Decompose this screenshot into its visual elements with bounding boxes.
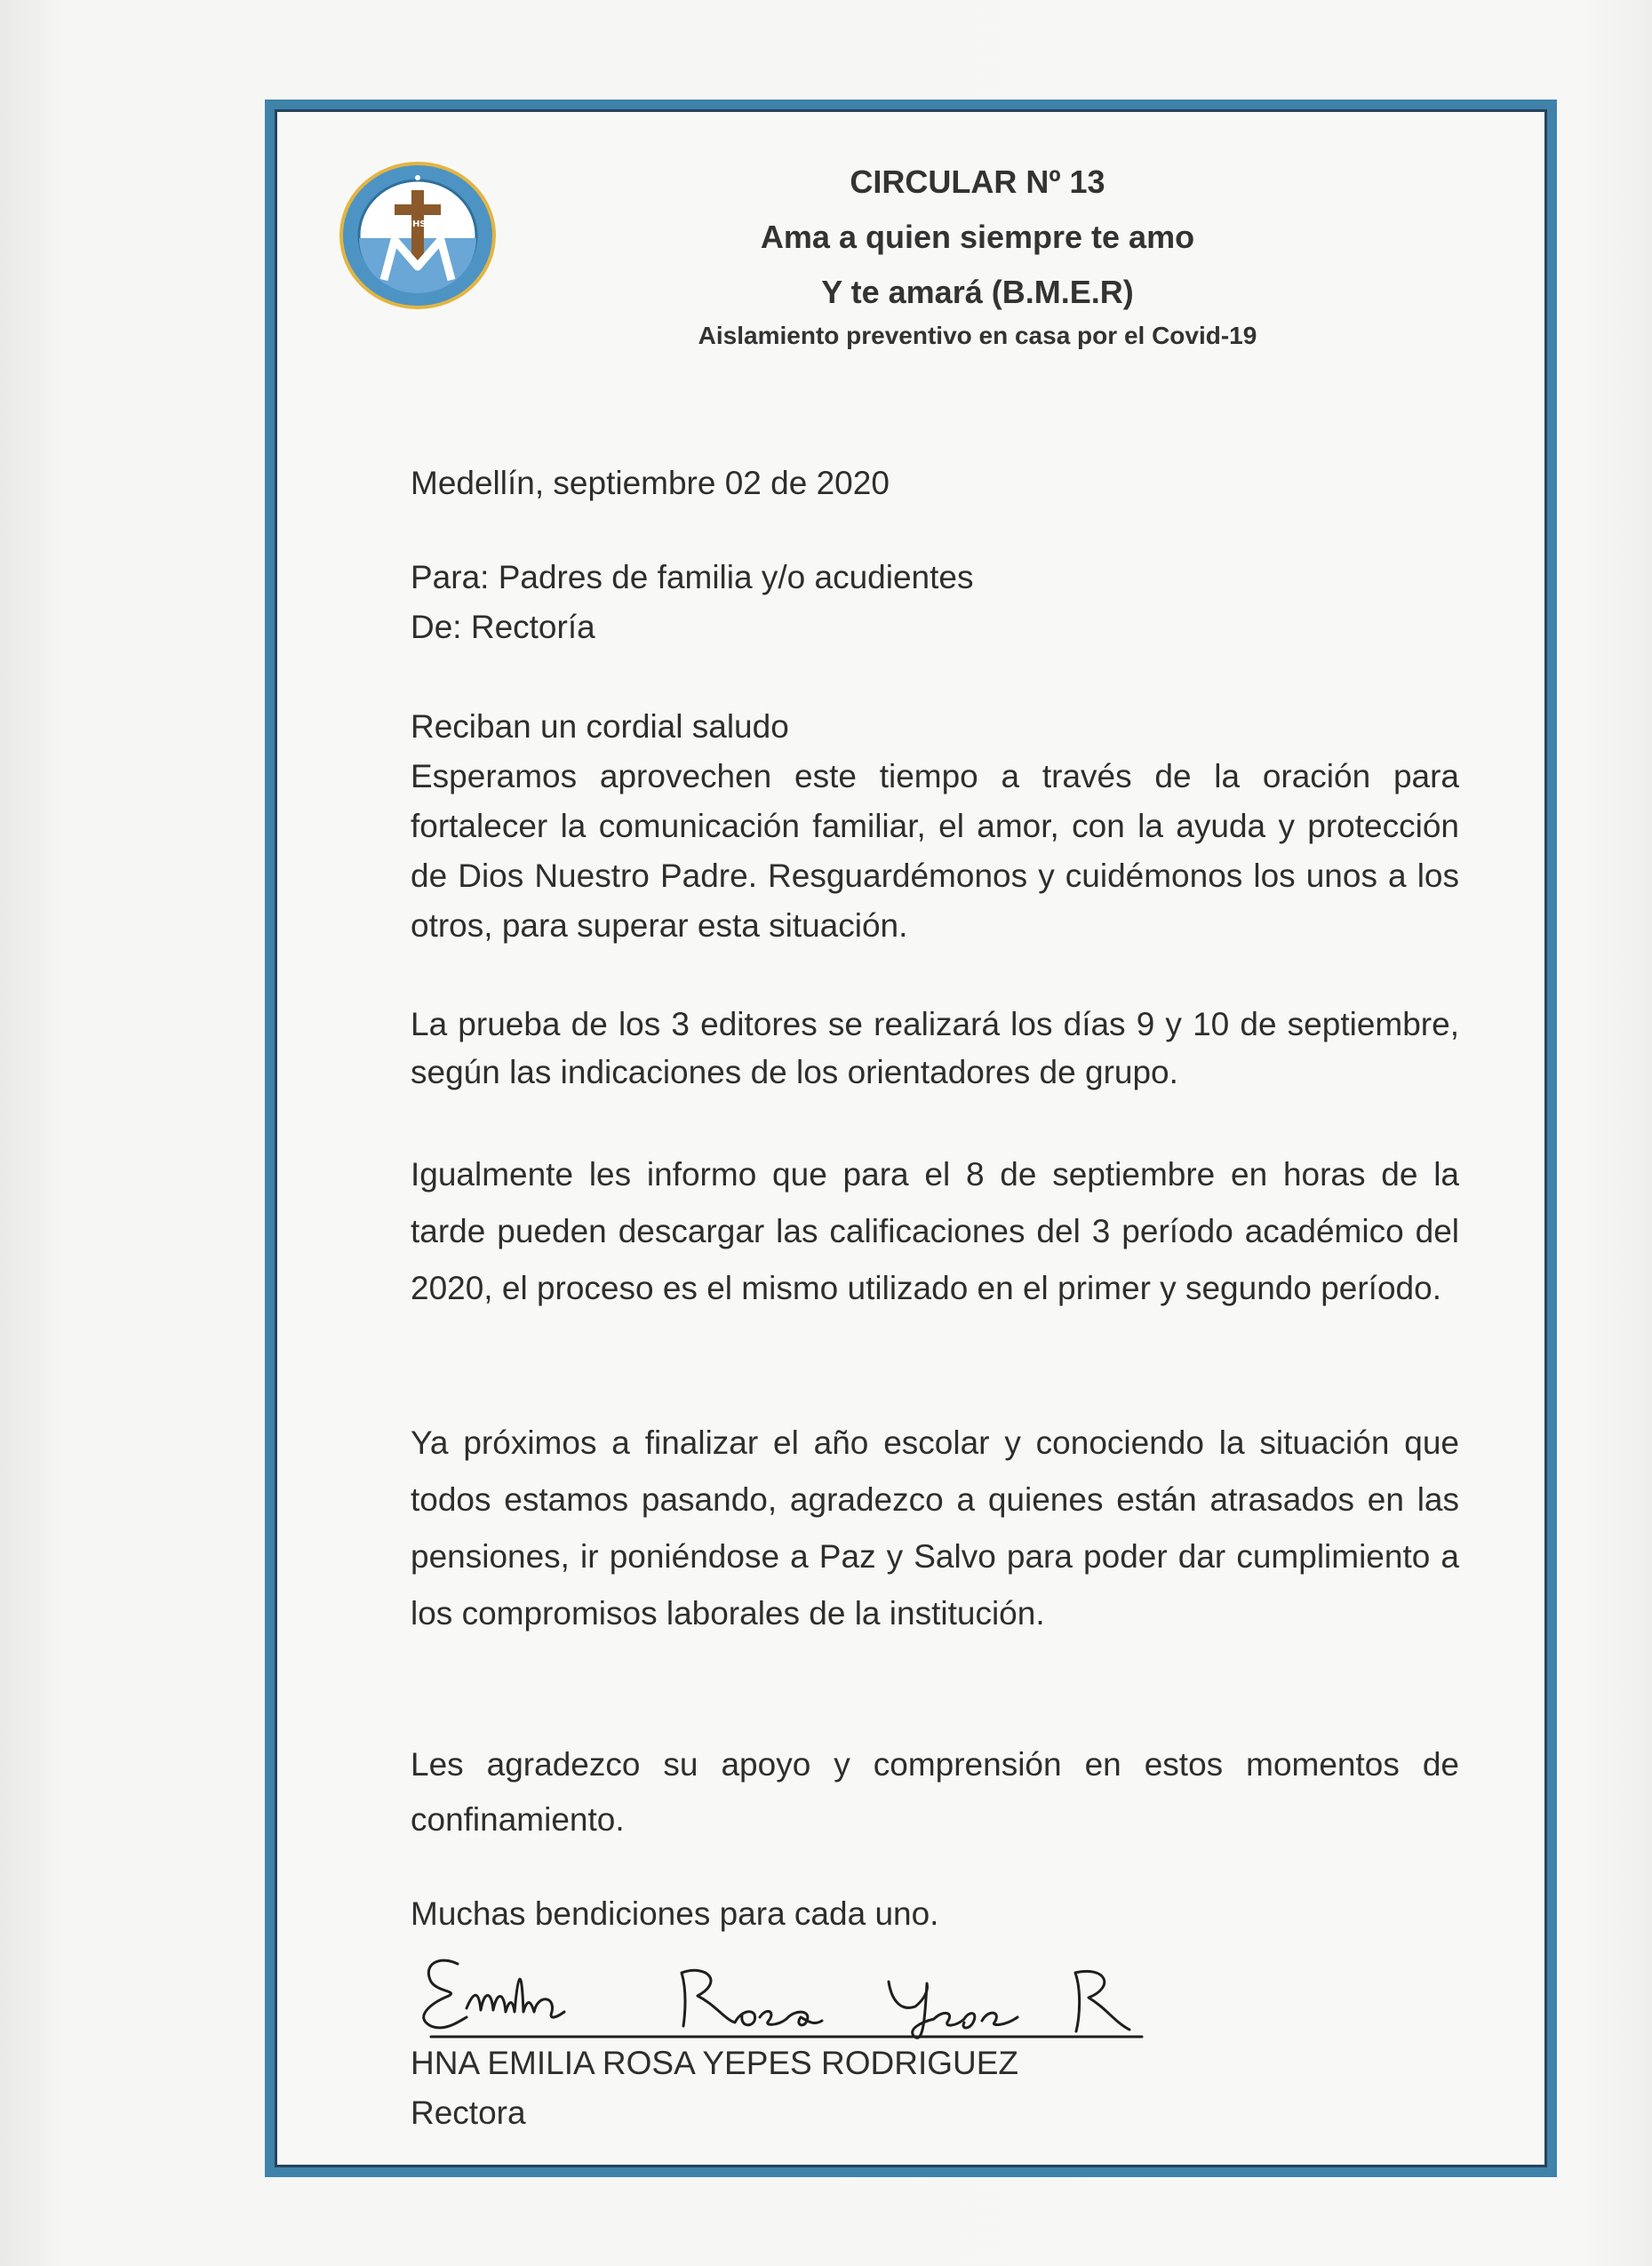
circular-number: CIRCULAR Nº 13 [850,164,1105,200]
document-border [265,100,1557,2177]
paragraph-payments: Ya próximos a finalizar el año escolar y conociendo la situación que todos estamos pasando, agradezco a quienes están atrasados en las pensiones, ir poniéndose a Paz y Salvo para poder dar cumplimiento a los compromisos laborales de la institución. [411,1424,1459,1632]
paragraph-thanks: Les agradezco su apoyo y comprensión en estos momentos de confinamiento. [411,1746,1459,1838]
motto-line-1: Ama a quien siempre te amo [760,219,1195,255]
paragraph-grades: Igualmente les informo que para el 8 de septiembre en horas de la tarde pueden descargar las calificaciones del 3 período académico del 2020, el proceso es el mismo utilizado en el primer y segundo período. [411,1156,1459,1306]
letter-recipient: Para: Padres de familia y/o acudientes [411,559,974,595]
letter-sender: De: Rectoría [411,609,595,645]
paragraph-editors-test: La prueba de los 3 editores se realizará los días 9 y 10 de septiembre, según las indicaciones de los orientadores de grupo. [411,1006,1459,1090]
signer-title: Rectora [411,2094,526,2131]
school-crest-icon [338,160,498,311]
motto-line-2: Y te amará (B.M.E.R) [821,274,1134,310]
circular-header [551,158,1404,350]
letter-closing: Muchas bendiciones para cada uno. [411,1895,939,1932]
signer-name: HNA EMILIA ROSA YEPES RODRIGUEZ [411,2045,1019,2081]
handwritten-signature [404,1937,1204,2044]
letter-date: Medellín, septiembre 02 de 2020 [411,465,890,501]
svg-text:JHS: JHS [409,219,427,229]
paragraph-prayer: Esperamos aprovechen este tiempo a través de la oración para fortalecer la comunicación familiar, el amor, con la ayuda y protección de Dios Nuestro Padre. Resguardémonos y cuidémonos los unos a los otros, para superar esta situación. [411,758,1459,944]
circular-subtitle: Aislamiento preventivo en casa por el Covid-19 [698,322,1257,349]
letter-greeting: Reciban un cordial saludo [411,708,789,745]
